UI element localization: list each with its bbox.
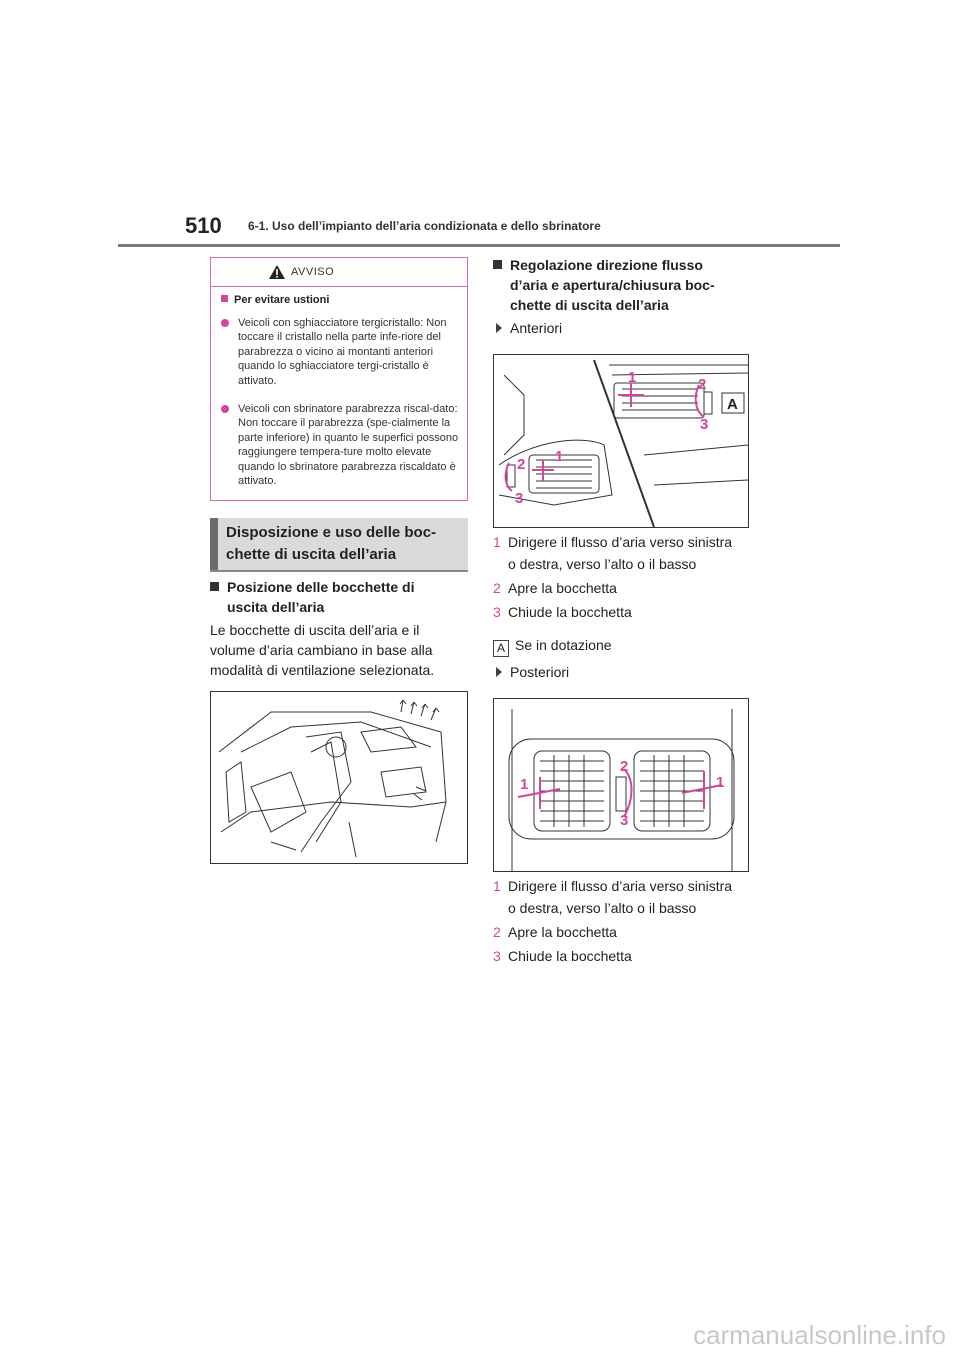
warning-subtitle: Per evitare ustioni bbox=[221, 294, 329, 306]
warning-item: Veicoli con sbrinatore parabrezza riscal-dato: Non toccare il parabrezza (spe-cialmente la parte inferiore) in quanto le superfici possono raggiungere tempera-ture molto elevate quando lo sbrinatore parabrezza riscaldato è attivato. bbox=[221, 402, 465, 488]
callout-1: 1 bbox=[716, 774, 725, 791]
rear-step-2: 2 Apre la bocchetta bbox=[493, 924, 617, 940]
body-paragraph: Le bocchette di uscita dell’aria e il volume d’aria cambiano in base alla modalità di ventilazione selezionata. bbox=[210, 622, 435, 678]
label-front: Anteriori bbox=[496, 320, 562, 336]
callout-3: 3 bbox=[515, 490, 524, 507]
callout-1: 1 bbox=[520, 776, 529, 793]
page-number: 510 bbox=[185, 213, 222, 238]
square-bullet-icon bbox=[493, 260, 502, 269]
front-step-1: 1 Dirigere il flusso d’aria verso sinistra o destra, verso l’alto o il basso bbox=[493, 534, 733, 572]
interior-vents-illustration bbox=[210, 691, 468, 864]
section-underline bbox=[210, 570, 468, 572]
callout-2: 2 bbox=[517, 456, 526, 473]
bullet-dot-icon bbox=[221, 405, 229, 413]
rear-vents-illustration bbox=[493, 698, 749, 872]
front-vents-drawing bbox=[494, 355, 748, 527]
front-step-2: 2 Apre la bocchetta bbox=[493, 580, 617, 596]
watermark: carmanualsonline.info bbox=[693, 1320, 946, 1350]
rear-step-3: 3 Chiude la bocchetta bbox=[493, 948, 632, 964]
header-rule bbox=[118, 244, 840, 247]
subheading-positions: Posizione delle bocchette di uscita dell’aria bbox=[210, 577, 414, 617]
callout-3: 3 bbox=[700, 416, 709, 433]
callout-1: 1 bbox=[555, 448, 564, 465]
subheading-direction: Regolazione direzione flusso d’aria e apertura/chiusura boc- chette di uscita dell’aria bbox=[493, 255, 715, 315]
square-bullet-icon bbox=[210, 582, 219, 591]
callout-a: A bbox=[727, 396, 738, 413]
bullet-dot-icon bbox=[221, 319, 229, 327]
warning-title: AVVISO bbox=[291, 266, 335, 278]
warning-icon bbox=[268, 264, 286, 280]
callout-3: 3 bbox=[620, 812, 629, 829]
front-vents-illustration bbox=[493, 354, 749, 528]
callout-2: 2 bbox=[620, 758, 629, 775]
triangle-bullet-icon bbox=[496, 323, 502, 333]
callout-1: 1 bbox=[628, 369, 637, 386]
running-header: 6-1. Uso dell’impianto dell’aria condizionata e dello sbrinatore bbox=[248, 219, 601, 233]
warning-item: Veicoli con sghiacciatore tergicristallo: Non toccare il cristallo nella parte infe-riore del parabrezza o vicino ai montanti anteriori quando lo sghiacciatore tergi-cristallo è attivato. bbox=[221, 316, 465, 388]
car-interior-drawing bbox=[211, 692, 467, 863]
rear-vents-drawing bbox=[494, 699, 748, 871]
note-optional: A Se in dotazione bbox=[493, 634, 612, 657]
label-rear: Posteriori bbox=[496, 664, 569, 680]
warning-box bbox=[210, 257, 468, 501]
rear-step-1: 1 Dirigere il flusso d’aria verso sinistra o destra, verso l’alto o il basso bbox=[493, 878, 733, 916]
warning-header bbox=[211, 258, 467, 287]
note-box-a: A bbox=[493, 640, 509, 657]
triangle-bullet-icon bbox=[496, 667, 502, 677]
front-step-3: 3 Chiude la bocchetta bbox=[493, 604, 632, 620]
square-bullet-icon bbox=[221, 295, 228, 302]
callout-2: 2 bbox=[698, 376, 707, 393]
section-heading: Disposizione e uso delle boc- chette di uscita dell’aria bbox=[210, 518, 468, 570]
